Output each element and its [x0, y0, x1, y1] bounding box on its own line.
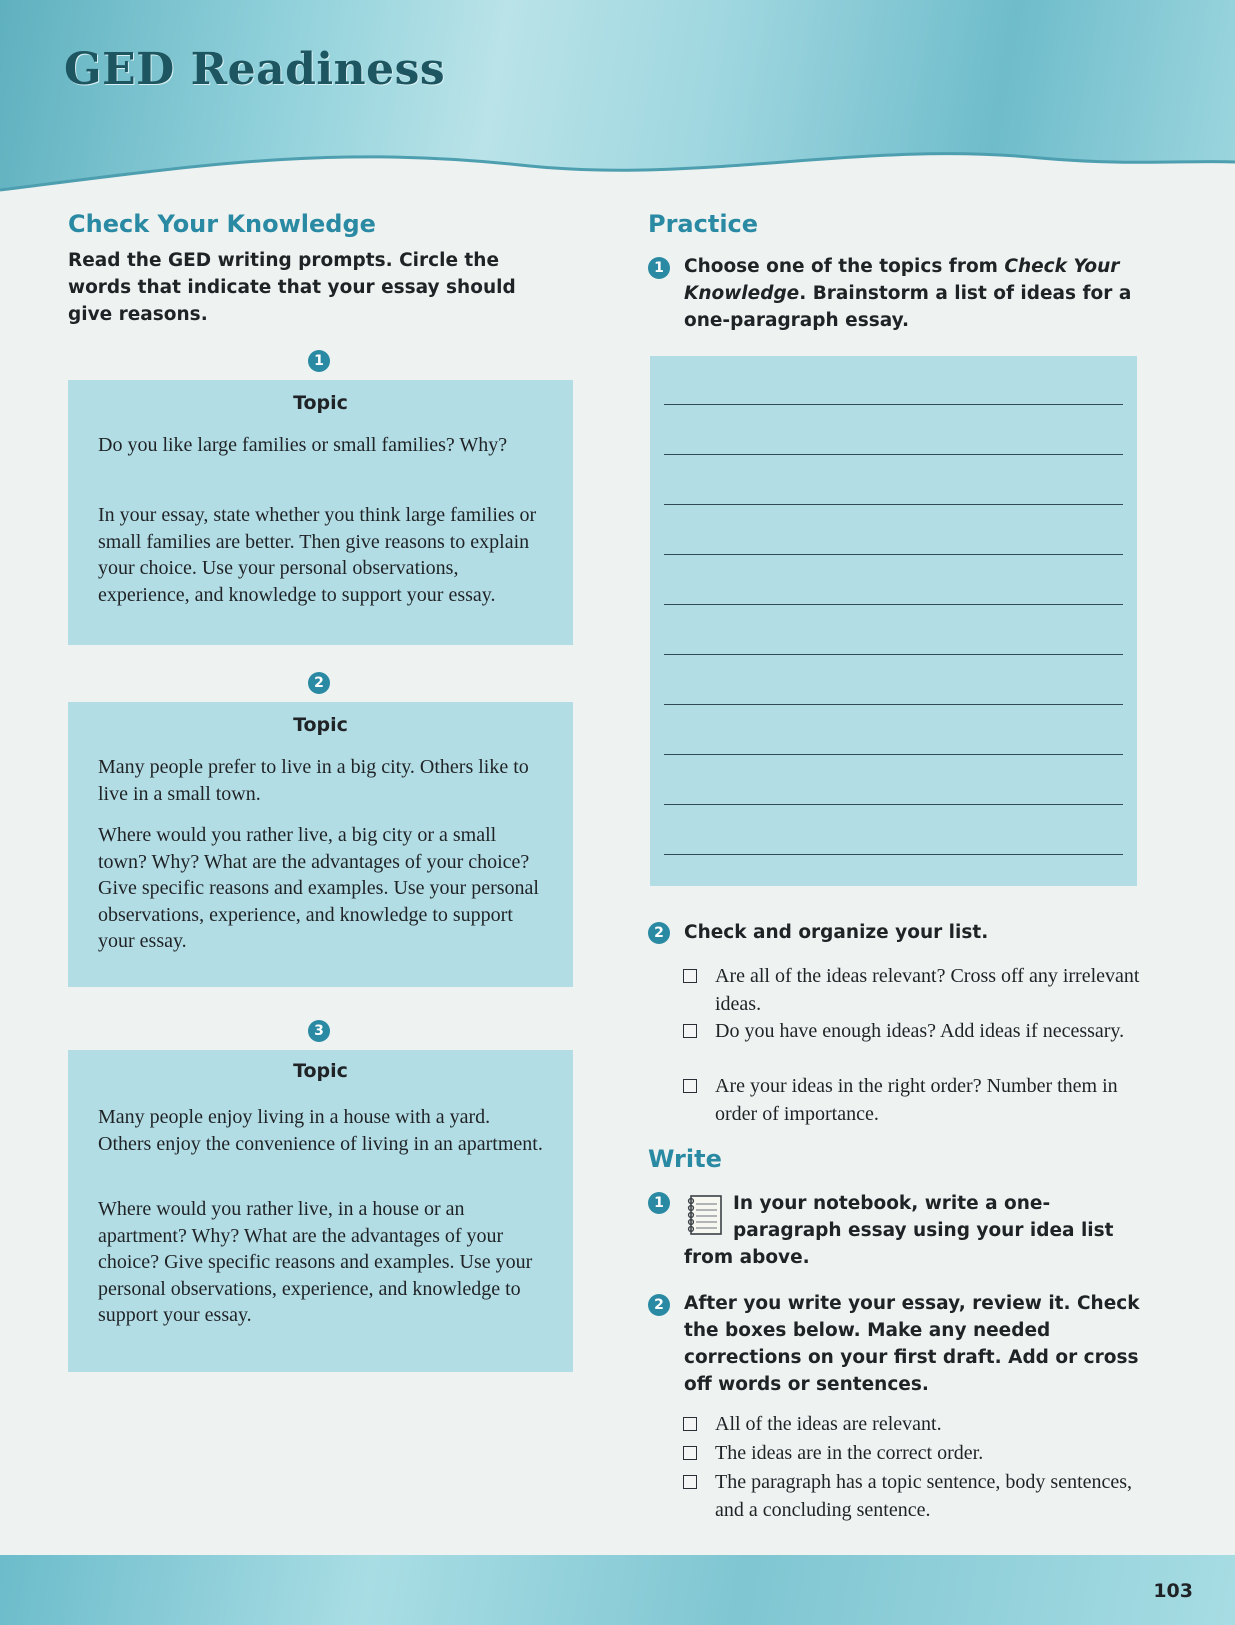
write-step-1-line-1: In your notebook, write a one-	[733, 1193, 1051, 1214]
checkbox[interactable]	[683, 1024, 697, 1038]
topic-3-paragraph-2: Where would you rather live, in a house or an apartment? Why? What are the advantages of your choice? Give specific reasons and examples. Use your personal observations, experience, and knowledge to support your essay.	[98, 1198, 533, 1326]
practice-checklist-item-text: Are your ideas in the right order? Number them in order of importance.	[715, 1075, 1118, 1125]
practice-checklist-item-text: Do you have enough ideas? Add ideas if necessary.	[715, 1020, 1125, 1042]
topic-2-label: Topic	[293, 714, 348, 736]
page-title: GED Readiness	[64, 44, 446, 95]
practice-step-2-badge: 2	[648, 922, 670, 944]
brainstorm-line[interactable]	[664, 704, 1123, 705]
checkbox[interactable]	[683, 1475, 697, 1489]
brainstorm-line[interactable]	[664, 454, 1123, 455]
practice-checklist-item[interactable]	[685, 962, 1155, 1018]
brainstorm-line[interactable]	[664, 754, 1123, 755]
practice-checklist-item[interactable]	[685, 1017, 1155, 1045]
write-step-2-badge: 2	[648, 1294, 670, 1316]
header-wave-divider	[0, 130, 1235, 220]
practice-heading: Practice	[648, 210, 759, 238]
topic-1-box	[68, 380, 573, 645]
write-checklist-item-text: The paragraph has a topic sentence, body sentences, and a concluding sentence.	[715, 1471, 1133, 1521]
practice-step-1-text-suffix: . Brainstorm a list of ideas for a one-paragraph essay.	[684, 283, 1132, 331]
checkbox[interactable]	[683, 969, 697, 983]
topic-2-number-badge: 2	[308, 672, 330, 694]
brainstorm-line[interactable]	[664, 404, 1123, 405]
topic-3-paragraph-1: Many people enjoy living in a house with a yard. Others enjoy the convenience of living in an apartment.	[98, 1106, 543, 1155]
check-knowledge-intro: Read the GED writing prompts. Circle the words that indicate that your essay should give reasons.	[68, 250, 516, 325]
brainstorm-line[interactable]	[664, 604, 1123, 605]
page-number: 103	[1153, 1580, 1193, 1602]
write-step-1-badge: 1	[648, 1192, 670, 1214]
checkbox[interactable]	[683, 1446, 697, 1460]
topic-1-paragraph-1: Do you like large families or small families? Why?	[98, 434, 508, 456]
practice-step-1-text-emphasis: Check Your Knowledge	[684, 256, 1120, 304]
brainstorm-lines-box[interactable]	[650, 356, 1137, 886]
topic-2-paragraph-2: Where would you rather live, a big city or a small town? Why? What are the advantages of your choice? Give specific reasons and examples. Use your personal observations, experience, and knowledge to support your essay.	[98, 824, 539, 952]
footer-band	[0, 1555, 1235, 1625]
brainstorm-line[interactable]	[664, 654, 1123, 655]
topic-2-box	[68, 702, 573, 987]
practice-step-1-text-prefix: Choose one of the topics from	[684, 256, 1005, 277]
practice-step-1-badge: 1	[648, 257, 670, 279]
brainstorm-line[interactable]	[664, 504, 1123, 505]
practice-step-1-text	[684, 253, 1154, 334]
topic-3-label: Topic	[293, 1060, 348, 1082]
notebook-icon	[685, 1194, 725, 1236]
practice-checklist-item-text: Are all of the ideas relevant? Cross off any irrelevant ideas.	[715, 965, 1140, 1015]
practice-checklist-item[interactable]	[685, 1072, 1155, 1128]
brainstorm-line[interactable]	[664, 554, 1123, 555]
topic-1-paragraph-2: In your essay, state whether you think large families or small families are better. Then give reasons to explain your choice. Use your personal observations, experience, and knowledge to support your essay.	[98, 504, 537, 606]
brainstorm-line[interactable]	[664, 804, 1123, 805]
checkbox[interactable]	[683, 1079, 697, 1093]
topic-1-number-badge: 1	[308, 350, 330, 372]
write-step-1-line-2: paragraph essay using your idea list	[733, 1220, 1114, 1241]
check-knowledge-heading: Check Your Knowledge	[68, 210, 376, 238]
write-checklist-item[interactable]	[685, 1410, 1155, 1438]
brainstorm-line[interactable]	[664, 854, 1123, 855]
practice-step-2-text: Check and organize your list.	[684, 922, 989, 943]
header-banner	[0, 0, 1235, 215]
topic-1-label: Topic	[293, 392, 348, 414]
write-checklist-item-text: The ideas are in the correct order.	[715, 1442, 984, 1464]
write-checklist-item[interactable]	[685, 1468, 1155, 1524]
topic-3-number-badge: 3	[308, 1020, 330, 1042]
topic-2-paragraph-1: Many people prefer to live in a big city. Others like to live in a small town.	[98, 756, 529, 805]
checkbox[interactable]	[683, 1417, 697, 1431]
write-step-2-text: After you write your essay, review it. Check the boxes below. Make any needed corrections on your first draft. Add or cross off words or sentences.	[684, 1293, 1140, 1395]
write-checklist-item-text: All of the ideas are relevant.	[715, 1413, 942, 1435]
topic-3-box	[68, 1050, 573, 1372]
write-heading: Write	[648, 1145, 722, 1173]
write-step-1-line-3: from above.	[684, 1247, 810, 1268]
write-checklist-item[interactable]	[685, 1439, 1155, 1467]
